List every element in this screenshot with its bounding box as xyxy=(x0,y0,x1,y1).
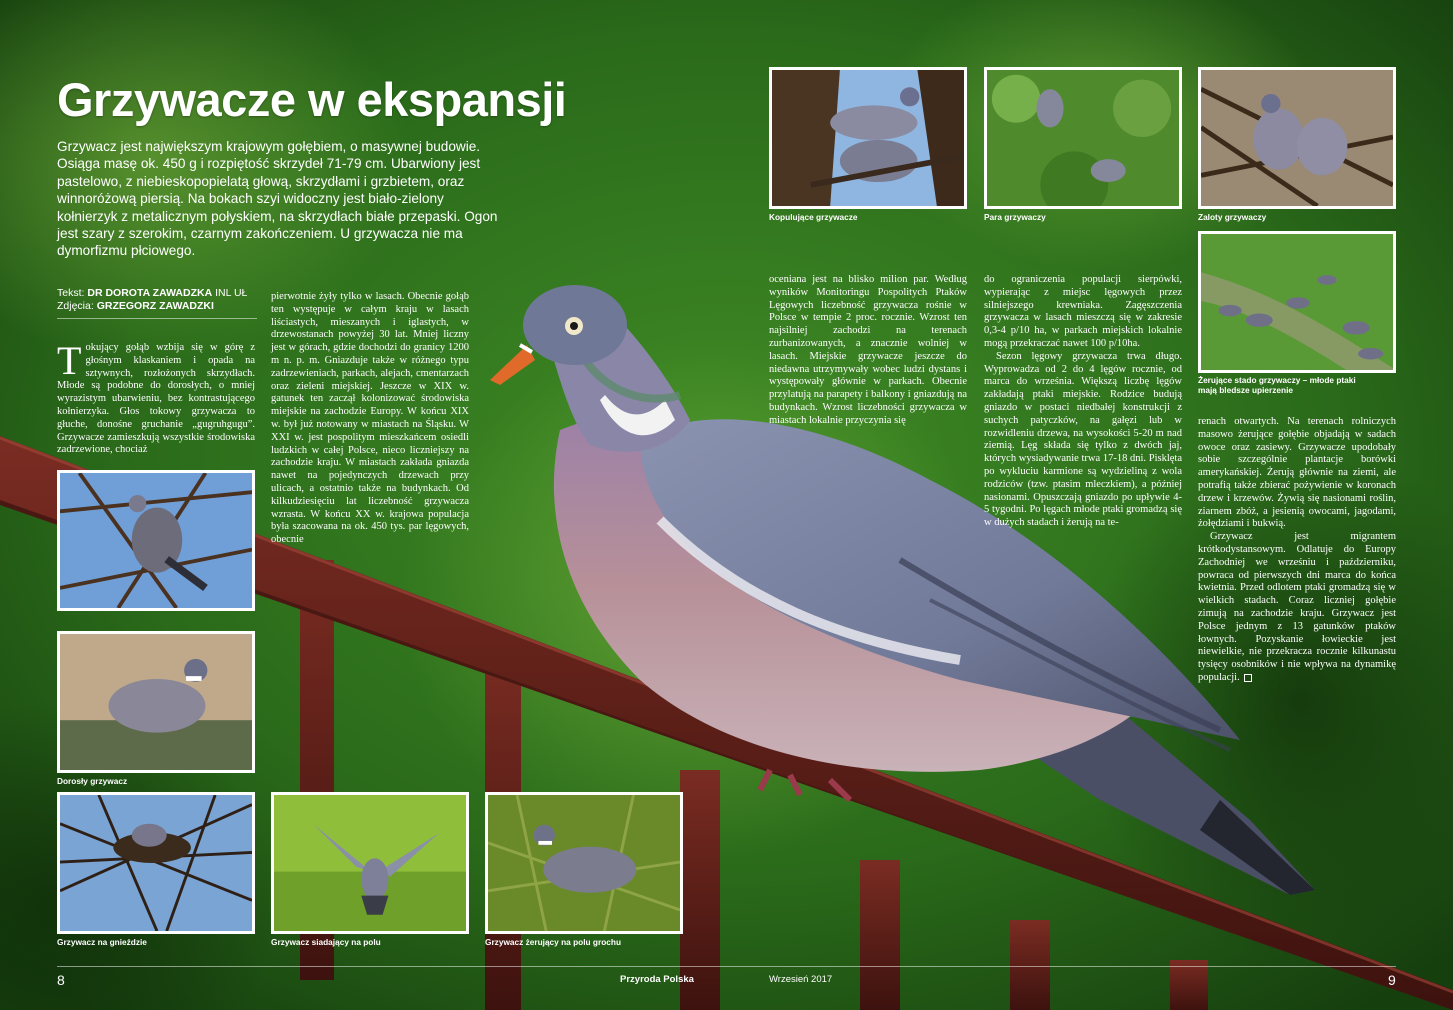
issue-date: Wrzesień 2017 xyxy=(769,974,833,985)
credits-divider xyxy=(57,318,257,319)
body-column-5-para-2 xyxy=(1198,531,1396,685)
body-column-5 xyxy=(1198,416,1396,685)
article-credits xyxy=(57,287,257,313)
magazine-name: Przyroda Polska xyxy=(620,974,694,985)
photo-mating-pigeons xyxy=(769,67,967,209)
body-column-5-para-1: renach otwartych. Na terenach rolniczych masowo żerujące gołębie objadają w sadach owoce oraz zasiewy. Grzywacze upodobały sobie szczególnie plantacje borówki amerykańskiej. Żerują głównie na ziemi, ale potrafią także zbierać pożywienie w koronach drzew i krzewów. Żywią się nasionami roślin, ziarnem zbóż, a jesienią owocami, jagodami, żołędziami i bukwią. xyxy=(1198,416,1396,530)
caption-gniazdo: Grzywacz na gnieździe xyxy=(57,937,147,947)
page-number-right: 9 xyxy=(1388,972,1396,988)
page-number-left: 8 xyxy=(57,972,65,988)
photographer-name: GRZEGORZ ZAWADZKI xyxy=(96,300,214,312)
photo-adult-pigeon xyxy=(57,631,255,773)
body-column-3: oceniana jest na blisko milion par. Według wyników Monitoringu Pospolitych Ptaków Lęgowych liczebność grzywacza rośnie w Polsce w tempie 2 proc. rocznie. Wzrost ten najsilniej zachodzi na terenach zurbanizowanych, a znacznie wolniej w lasach. Miejskie grzywacze jeszcze do niedawna utrzymywały wobec ludzi dystans i występowały głównie w parkach. Obecnie przylatują na parapety i balkony i gniazdują na budynkach. Wzrost liczebności grzywacza w miastach lokalnie przyczynia się xyxy=(769,274,967,426)
caption-zaloty: Zaloty grzywaczy xyxy=(1198,212,1267,222)
body-column-4-para-1: do ograniczenia populacji sierpówki, wypierając z miejsc lęgowych przez silniejszego krewniaka. Zagęszczenia grzywacza w lasach mieszczą się w zakresie 0,3-4 p/10 ha, w parkach miejskich lokalnie mogą przekraczać nawet 100 p/10ha. xyxy=(984,274,1182,349)
author-affiliation: INL UŁ xyxy=(215,287,248,299)
photo-pigeon-feeding xyxy=(485,792,683,934)
caption-stado: Żerujące stado grzywaczy – młode ptaki mają bledsze upierzenie xyxy=(1198,375,1356,395)
photo-feeding-flock xyxy=(1198,231,1396,373)
caption-para: Para grzywaczy xyxy=(984,212,1046,222)
photo-pigeon-on-branch xyxy=(57,470,255,611)
caption-siadajacy: Grzywacz siadający na polu xyxy=(271,937,381,947)
text-credit-label: Tekst: xyxy=(57,287,85,299)
photo-credit-label: Zdjęcia: xyxy=(57,300,94,312)
end-mark-icon xyxy=(1244,674,1252,682)
body-column-1-text: okujący gołąb wzbija się w górę z głośnym klaskaniem i opada na sztywnych, rozłożonych skrzydłach. Młode są podobne do dorosłych, o mniej wyrazistym ubarwieniu, bez kontrastującego kołnierzyka. Głos tokowy grzywacza to głuche, donośne gruchanie „gugruhgugu”. Grzywacze zamieszkują wszystkie środowiska zadrzewione, chociaż xyxy=(57,342,255,456)
body-column-4-para-2: Sezon lęgowy grzywacza trwa długo. Wyprowadza od 2 do 4 lęgów rocznie, od marca do września. Większą liczbę lęgów zakładają ptaki miejskie. Rodzice budują gniazdo w postaci niedbałej konstrukcji z suchych patyczków, na gałęzi lub w rozwidleniu drzewa, na wysokości 5-20 m nad ziemią. Lęg składa się tylko z dwóch jaj, których wysiadywanie trwa 17-18 dni. Pisklęta po wykluciu karmione są wydzieliną z wola rodziców (tzw. ptasim mleczkiem), a później nasionami. Opuszczają gniazdo po upływie 4-5 tygodni. Po lęgach młode ptaki gromadzą się w dużych stadach i żerują na te- xyxy=(984,350,1182,529)
photo-pigeon-on-nest xyxy=(57,792,255,934)
article-lead: Grzywacz jest największym krajowym gołębiem, o masywnej budowie. Osiąga masę ok. 450 g i rozpiętość skrzydeł 71-79 cm. Ubarwiony jest pastelowo, z niebieskopopielatą głową, skrzydłami i grzbietem, oraz winnoróżową piersią. Na bokach szyi widoczny jest biało-zielony kołnierzyk z metalicznym połyskiem, na skrzydłach białe przepaski. Ogon jest szary z szerokim, czarnym zakończeniem. U grzywacza nie ma dymorfizmu płciowego. xyxy=(57,139,498,259)
photo-courtship xyxy=(1198,67,1396,209)
article-title: Grzywacze w ekspansji xyxy=(57,73,567,126)
caption-kopulujace: Kopulujące grzywacze xyxy=(769,212,858,222)
body-column-1 xyxy=(57,338,255,457)
footer-rule xyxy=(57,966,1396,967)
photo-pigeon-pair xyxy=(984,67,1182,209)
caption-dorosly: Dorosły grzywacz xyxy=(57,776,128,786)
body-column-2: pierwotnie żyły tylko w lasach. Obecnie gołąb ten występuje w całym kraju w lasach liściastych, mieszanych i iglastych, w drzewostanach powyżej 30 lat. Mniej liczny jest w górach, gdzie dochodzi do granicy 1200 m n. p. m. Gniazduje także w różnego typu zadrzewieniach, parkach, alejach, cmentarzach oraz zieleni miejskiej. Jeszcze w XIX w. gatunek ten zaczął kolonizować środowiska miejskie na zachodzie Europy. W końcu XIX w. był już notowany w miastach na Śląsku. W XXI w. jest pospolitym mieszkańcem osiedli ludzkich w całej Polsce, nieco liczniejszy na zachodzie kraju. W miastach zakłada gniazda nawet na pojedynczych drzewach przy ulicach, a ostatnio także na budynkach. Od kilkudziesięciu lat liczebność grzywacza wzrasta. W końcu XX w. krajowa populacja była szacowana na ok. 450 tys. par lęgowych, obecnie xyxy=(271,291,469,546)
drop-cap: T xyxy=(57,338,82,383)
body-column-4 xyxy=(984,274,1182,530)
photo-pigeon-landing xyxy=(271,792,469,934)
author-name: DR DOROTA ZAWADZKA xyxy=(87,287,213,299)
caption-zerujacy: Grzywacz żerujący na polu grochu xyxy=(485,937,622,947)
body-column-5-para-2-text: Grzywacz jest migrantem krótkodystansowym. Odlatuje do Europy Zachodniej we wrześniu i październiku, powraca od pierwszych dni marca do końca kwietnia. Przed odlotem ptaki gromadzą się w wielkich stadach. Coraz liczniej gołębie zimują na zachodzie kraju. Grzywacz jest Polsce jednym z 13 gatunków ptaków łownych. Pozyskanie łowieckie jest niewielkie, nie przekracza rocznie kilkunastu tysięcy osobników i nie wpływa na dynamikę populacji. xyxy=(1198,531,1396,683)
